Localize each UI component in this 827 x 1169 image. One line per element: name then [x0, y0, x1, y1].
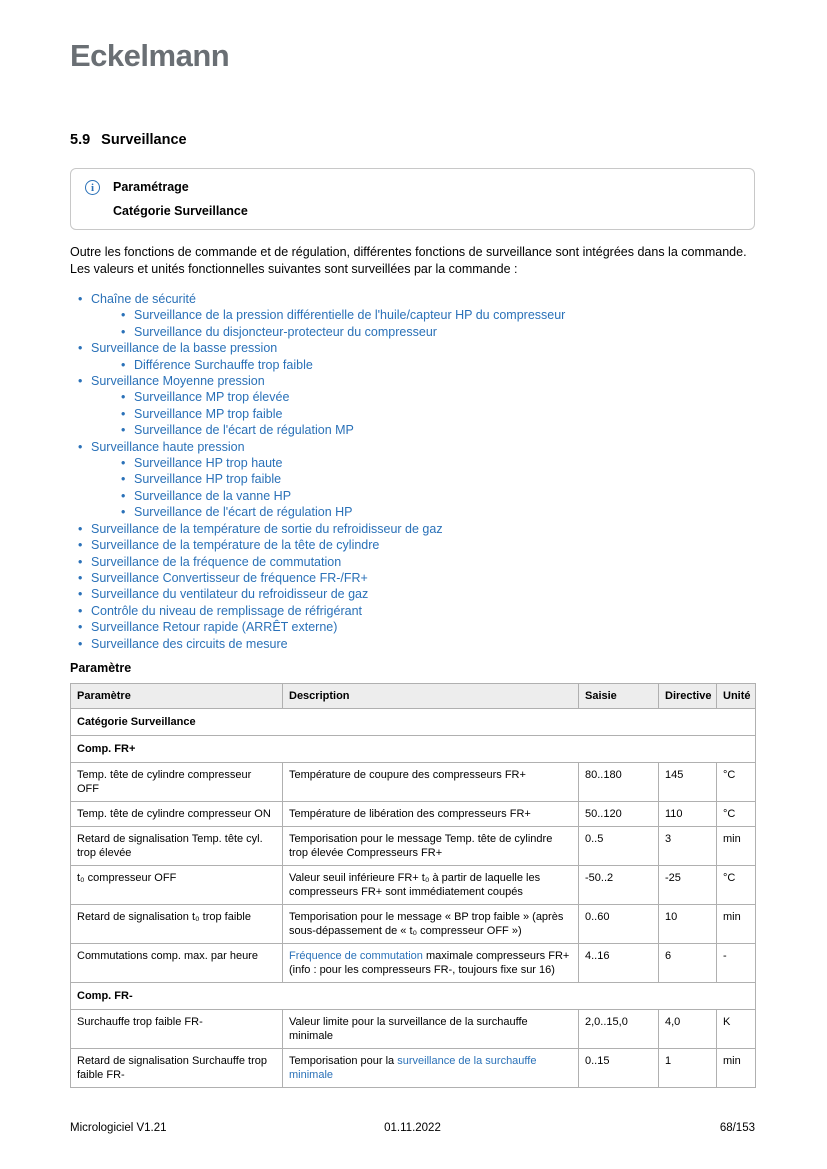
- info-icon: i: [85, 180, 100, 195]
- bullet-marker: •: [121, 390, 126, 405]
- bullet-marker: •: [78, 620, 83, 635]
- bullet-marker: •: [78, 439, 83, 454]
- column-header: Unité: [717, 683, 756, 708]
- surveillance-link[interactable]: Surveillance Convertisseur de fréquence FR-/FR+: [91, 570, 368, 585]
- section-label: Catégorie Surveillance: [71, 708, 756, 735]
- list-item: [70, 439, 755, 455]
- bullet-marker: •: [121, 472, 126, 487]
- surveillance-link[interactable]: Surveillance de la température de la tête de cylindre: [91, 538, 380, 553]
- param-cell: Temp. tête de cylindre compresseur ON: [71, 801, 283, 826]
- unit-cell: °C: [717, 762, 756, 801]
- bullet-marker: •: [78, 554, 83, 569]
- saisie-cell: 0..60: [579, 904, 659, 943]
- param-cell: t₀ compresseur OFF: [71, 865, 283, 904]
- list-item: [70, 488, 755, 504]
- list-item: [70, 586, 755, 602]
- surveillance-link[interactable]: Surveillance MP trop faible: [134, 406, 283, 421]
- bullet-marker: •: [78, 603, 83, 618]
- surveillance-link[interactable]: Surveillance HP trop faible: [134, 472, 282, 487]
- table-row: [71, 801, 756, 826]
- description-text: Température de coupure des compresseurs FR+: [289, 768, 526, 781]
- table-heading: Paramètre: [70, 660, 132, 675]
- table-row: [71, 904, 756, 943]
- unit-cell: min: [717, 904, 756, 943]
- info-box: [70, 168, 755, 230]
- saisie-cell: -50..2: [579, 865, 659, 904]
- surveillance-link[interactable]: Surveillance haute pression: [91, 439, 245, 454]
- list-item: [70, 619, 755, 635]
- param-cell: Retard de signalisation Temp. tête cyl. trop élevée: [71, 826, 283, 865]
- description-cell: [283, 865, 579, 904]
- directive-cell: 6: [659, 943, 717, 982]
- table-row: [71, 1009, 756, 1048]
- unit-cell: min: [717, 1048, 756, 1087]
- unit-cell: min: [717, 826, 756, 865]
- bullet-marker: •: [121, 357, 126, 372]
- list-item: [70, 340, 755, 356]
- description-cell: [283, 904, 579, 943]
- description-cell: [283, 943, 579, 982]
- param-cell: Temp. tête de cylindre compresseur OFF: [71, 762, 283, 801]
- table-row: [71, 943, 756, 982]
- saisie-cell: 80..180: [579, 762, 659, 801]
- description-text: Temporisation pour le message « BP trop faible » (après sous-dépassement de « t₀ compresseur OFF »): [289, 910, 564, 937]
- list-item: [70, 373, 755, 389]
- list-item: [70, 537, 755, 553]
- table-header-row: [71, 683, 756, 708]
- footer-version: Micrologiciel V1.21: [70, 1122, 167, 1134]
- list-item: [70, 570, 755, 586]
- surveillance-link[interactable]: Surveillance de la pression différentielle de l'huile/capteur HP du compresseur: [134, 308, 566, 323]
- list-item: [70, 504, 755, 520]
- bullet-marker: •: [121, 456, 126, 471]
- description-cell: [283, 762, 579, 801]
- column-header: Paramètre: [71, 683, 283, 708]
- directive-cell: 4,0: [659, 1009, 717, 1048]
- description-text: Valeur limite pour la surveillance de la surchauffe minimale: [289, 1015, 528, 1042]
- company-logo: Eckelmann: [70, 38, 230, 73]
- description-text: Temporisation pour la: [289, 1054, 398, 1067]
- description-link[interactable]: Fréquence de commutation: [289, 949, 423, 962]
- bullet-marker: •: [121, 488, 126, 503]
- list-item: [70, 455, 755, 471]
- bullet-marker: •: [78, 570, 83, 585]
- surveillance-link[interactable]: Surveillance HP trop haute: [134, 456, 283, 471]
- bullet-marker: •: [78, 292, 83, 306]
- param-cell: Retard de signalisation t₀ trop faible: [71, 904, 283, 943]
- description-cell: [283, 1009, 579, 1048]
- surveillance-link[interactable]: Surveillance de la fréquence de commutation: [91, 554, 342, 569]
- bullet-marker: •: [78, 538, 83, 553]
- saisie-cell: 4..16: [579, 943, 659, 982]
- list-item: [70, 324, 755, 340]
- info-box-title: Paramétrage: [113, 180, 189, 194]
- surveillance-link[interactable]: Surveillance MP trop élevée: [134, 390, 290, 405]
- section-title: Surveillance: [101, 132, 187, 148]
- bullet-marker: •: [78, 374, 83, 389]
- saisie-cell: 0..5: [579, 826, 659, 865]
- table-row: [71, 1048, 756, 1087]
- bullet-marker: •: [78, 521, 83, 536]
- description-cell: [283, 1048, 579, 1087]
- unit-cell: °C: [717, 865, 756, 904]
- list-item: [70, 521, 755, 537]
- footer-page-number: 68/153: [719, 1122, 755, 1134]
- saisie-cell: 0..15: [579, 1048, 659, 1087]
- unit-cell: °C: [717, 801, 756, 826]
- table-row: [71, 762, 756, 801]
- surveillance-link[interactable]: Surveillance de l'écart de régulation MP: [134, 423, 354, 438]
- section-label: Comp. FR+: [71, 735, 756, 762]
- description-link[interactable]: surveillance de la surchauffe minimale: [289, 1054, 537, 1081]
- directive-cell: -25: [659, 865, 717, 904]
- surveillance-link-list: [70, 291, 755, 652]
- description-text: Valeur seuil inférieure FR+ t₀ à partir de laquelle les compresseurs FR+ sont immédiatement coupés: [289, 871, 541, 898]
- bullet-marker: •: [78, 636, 83, 651]
- directive-cell: 1: [659, 1048, 717, 1087]
- list-item: [70, 357, 755, 373]
- info-box-text: [113, 179, 248, 219]
- list-item: [70, 636, 755, 652]
- param-cell: Retard de signalisation Surchauffe trop faible FR-: [71, 1048, 283, 1087]
- bullet-marker: •: [78, 587, 83, 602]
- list-item: [70, 422, 755, 438]
- bullet-marker: •: [121, 505, 126, 520]
- list-item: [70, 406, 755, 422]
- bullet-marker: •: [121, 324, 126, 339]
- surveillance-link[interactable]: Chaîne de sécurité: [91, 292, 196, 306]
- surveillance-link[interactable]: Surveillance de la vanne HP: [134, 488, 292, 503]
- table-section-row: [71, 982, 756, 1009]
- list-item: [70, 307, 755, 323]
- surveillance-link[interactable]: Surveillance Retour rapide (ARRÊT externe): [91, 620, 338, 635]
- bullet-marker: •: [121, 406, 126, 421]
- saisie-cell: 2,0..15,0: [579, 1009, 659, 1048]
- section-label: Comp. FR-: [71, 982, 756, 1009]
- column-header: Saisie: [579, 683, 659, 708]
- table-section-row: [71, 735, 756, 762]
- description-cell: [283, 801, 579, 826]
- param-cell: Surchauffe trop faible FR-: [71, 1009, 283, 1048]
- surveillance-link[interactable]: Contrôle du niveau de remplissage de réfrigérant: [91, 603, 362, 618]
- column-header: Directive: [659, 683, 717, 708]
- list-item: [70, 291, 755, 307]
- surveillance-link[interactable]: Surveillance du disjoncteur-protecteur du compresseur: [134, 324, 437, 339]
- section-heading: [70, 132, 755, 148]
- surveillance-link[interactable]: Surveillance de l'écart de régulation HP: [134, 505, 353, 520]
- bullet-marker: •: [78, 341, 83, 356]
- surveillance-link[interactable]: Différence Surchauffe trop faible: [134, 357, 313, 372]
- intro-paragraph: Outre les fonctions de commande et de régulation, différentes fonctions de surveillance sont intégrées dans la commande. Les valeurs et unités fonctionnelles suivantes sont surveillées par la commande :: [70, 245, 747, 276]
- table-row: [71, 826, 756, 865]
- unit-cell: K: [717, 1009, 756, 1048]
- description-text: Température de libération des compresseurs FR+: [289, 807, 531, 820]
- list-item: [70, 554, 755, 570]
- list-item: [70, 603, 755, 619]
- bullet-marker: •: [121, 423, 126, 438]
- bullet-marker: •: [121, 308, 126, 323]
- directive-cell: 145: [659, 762, 717, 801]
- surveillance-link[interactable]: Surveillance du ventilateur du refroidisseur de gaz: [91, 587, 369, 602]
- table-row: [71, 865, 756, 904]
- surveillance-link[interactable]: Surveillance de la température de sortie du refroidisseur de gaz: [91, 521, 443, 536]
- page-content: [70, 0, 755, 1088]
- list-item: [70, 389, 755, 405]
- directive-cell: 110: [659, 801, 717, 826]
- surveillance-link[interactable]: Surveillance des circuits de mesure: [91, 636, 288, 651]
- list-item: [70, 471, 755, 487]
- footer-date: 01.11.2022: [384, 1122, 441, 1134]
- parameter-table: [70, 683, 756, 1088]
- table-section-row: [71, 708, 756, 735]
- surveillance-link[interactable]: Surveillance de la basse pression: [91, 341, 278, 356]
- info-box-subtitle: Catégorie Surveillance: [113, 204, 248, 218]
- description-cell: [283, 826, 579, 865]
- directive-cell: 10: [659, 904, 717, 943]
- param-cell: Commutations comp. max. par heure: [71, 943, 283, 982]
- saisie-cell: 50..120: [579, 801, 659, 826]
- column-header: Description: [283, 683, 579, 708]
- unit-cell: -: [717, 943, 756, 982]
- description-text: Temporisation pour le message Temp. tête de cylindre trop élevée Compresseurs FR+: [289, 832, 553, 859]
- directive-cell: 3: [659, 826, 717, 865]
- surveillance-link[interactable]: Surveillance Moyenne pression: [91, 374, 265, 389]
- description-text: maximale compresseurs FR+ (info : pour les compresseurs FR-, toujours fixe sur 16): [289, 949, 570, 976]
- section-number: 5.9: [70, 132, 91, 148]
